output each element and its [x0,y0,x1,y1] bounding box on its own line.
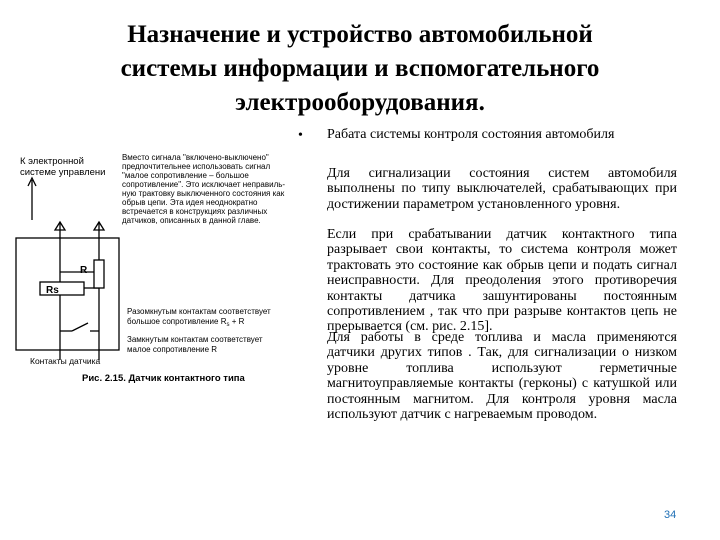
title-line-3: электрооборудования. [235,89,485,116]
resistor-r [94,260,104,288]
note-closed-line-1: Замкнутым контактам соответствует [127,335,263,344]
note-top-line-1: Вместо сигнала "включено-выключено" [122,153,269,162]
external-system-label-1: К электронной [20,156,84,167]
resistor-rs-label: Rs [46,285,59,296]
external-system-label-2: системе управлени [20,167,106,178]
bullet-symbol: • [298,128,303,143]
contact-switch [72,323,88,331]
bullet-heading: Рабата системы контроля состояния автомобиля [327,127,615,142]
body-paragraph-1: Для сигнализации состояния систем автомобиля выполнены по типу выключателей, срабатывающих при достижении параметром установленного уровня. [327,166,677,212]
note-open-line-2: большое сопротивление $R_s + R$ [127,317,245,328]
note-top-line-3: "малое сопротивление – большое [122,171,249,180]
note-top-line-6: обрыв цепи. Эта идея неоднократно [122,198,258,207]
note-top-line-4: сопротивление". Это исключает неправиль- [122,180,286,189]
resistor-r-label: R [80,265,88,276]
body-paragraph-2: Если при срабатывании датчик контактного типа разрывает свои контакты, то система контроля может трактовать это состояние как обрыв цепи и подать сигнал неисправности. Для преодоления этого противоречия контакты датчика зашунтированы постоянным сопротивлением , так что при разрыве контактов цепь не прерывается (см. рис. 2.15]. [327,227,677,335]
note-top-line-5: ную трактовку выключенного состояния как [122,189,285,198]
sensor-contacts-label: Контакты датчика [30,356,101,366]
circuit-diagram [16,178,119,360]
note-open-line-1: Разомкнутым контактам соответствует [127,307,271,316]
note-closed-line-2: малое сопротивление R [127,345,218,354]
note-top [122,153,285,225]
note-top-line-7: встречается в конструкциях различных [122,207,268,216]
title-line-2: системы информации и вспомогательного [120,55,600,82]
figure-caption: Рис. 2.15. Датчик контактного типа [82,373,245,384]
note-top-line-8: датчиков, описанных в данной главе. [122,216,261,225]
page-number: 34 [664,509,677,521]
title-line-1: Назначение и устройство автомобильной [127,21,593,48]
body-paragraph-3: Для работы в среде топлива и масла применяются датчики других типов . Так, для сигнализации о низком уровне топлива используют герметичные магнитоуправляемые контакты (герконы) с катушкой или постоянным магнитом. Для контроля уровня масла используют датчик с нагреваемым проводом. [327,330,677,423]
note-top-line-2: предпочтительнее использовать сигнал [122,162,271,171]
